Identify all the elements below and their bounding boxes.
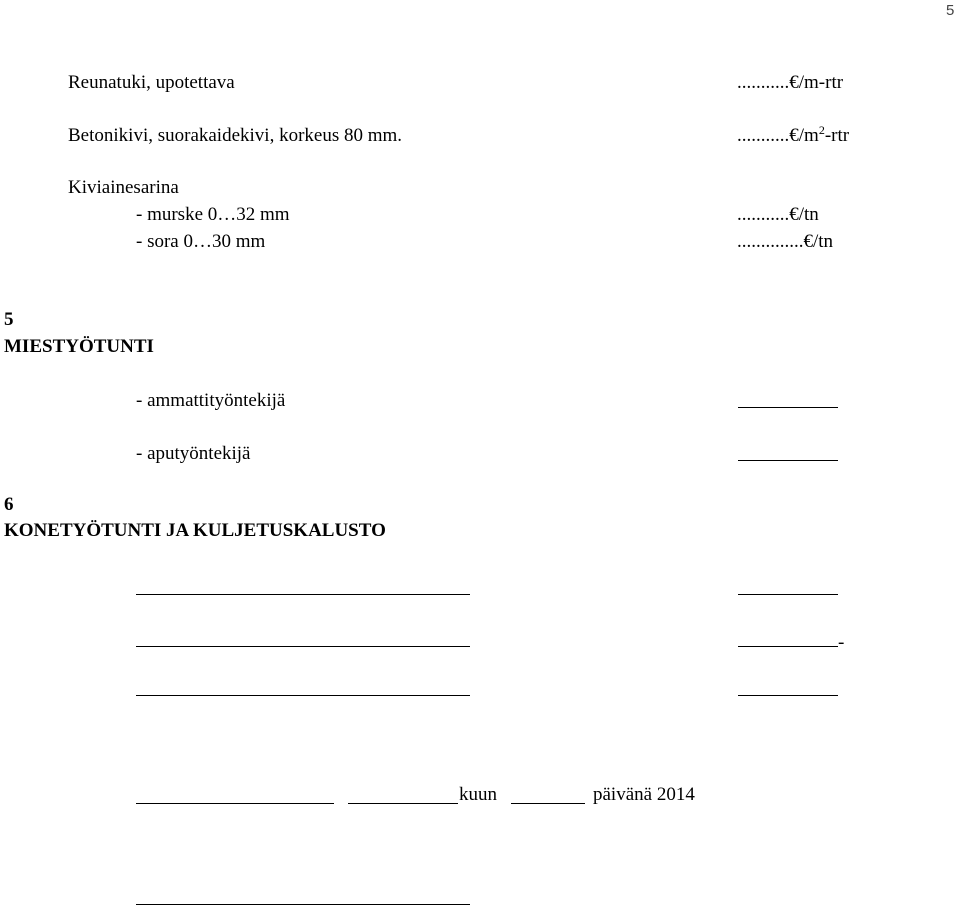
section-5-title: MIESTYÖTUNTI	[4, 336, 154, 357]
machine-price-blank-2	[738, 646, 838, 647]
machine-name-blank-1	[136, 594, 470, 595]
kuun-text: kuun	[459, 784, 497, 805]
labor-helper-blank	[738, 460, 838, 461]
paver-label: Betonikivi, suorakaidekivi, korkeus 80 mm.	[68, 125, 403, 146]
labor-skilled-blank	[738, 407, 838, 408]
day-blank	[348, 803, 458, 804]
edge-support-label: Reunatuki, upotettava	[68, 72, 235, 93]
gravel-label: - sora 0…30 mm	[136, 231, 266, 252]
crushed-label: - murske 0…32 mm	[136, 204, 290, 225]
place-blank	[136, 803, 334, 804]
section-5-number: 5	[4, 309, 14, 330]
section-6-title: KONETYÖTUNTI JA KULJETUSKALUSTO	[4, 520, 386, 541]
machine-name-blank-3	[136, 695, 470, 696]
section-6-number: 6	[4, 494, 14, 515]
superscript-two: 2	[818, 123, 825, 137]
labor-skilled-label: - ammattityöntekijä	[136, 390, 286, 411]
paver-price: $...........€/m^2$-rtr	[737, 123, 850, 146]
date-text: päivänä 2014	[593, 784, 695, 805]
trailing-dash: -	[838, 632, 845, 653]
signature-blank	[136, 904, 470, 905]
machine-price-blank-3	[738, 695, 838, 696]
machine-name-blank-2	[136, 646, 470, 647]
gravel-price: ..............€/tn	[737, 231, 834, 252]
month-blank	[511, 803, 585, 804]
aggregate-title: Kiviainesarina	[68, 177, 179, 198]
machine-price-blank-1	[738, 594, 838, 595]
crushed-price: ...........€/tn	[737, 204, 819, 225]
page-number: 5	[946, 2, 955, 19]
edge-support-price: ...........€/m-rtr	[737, 72, 844, 93]
labor-helper-label: - aputyöntekijä	[136, 443, 251, 464]
